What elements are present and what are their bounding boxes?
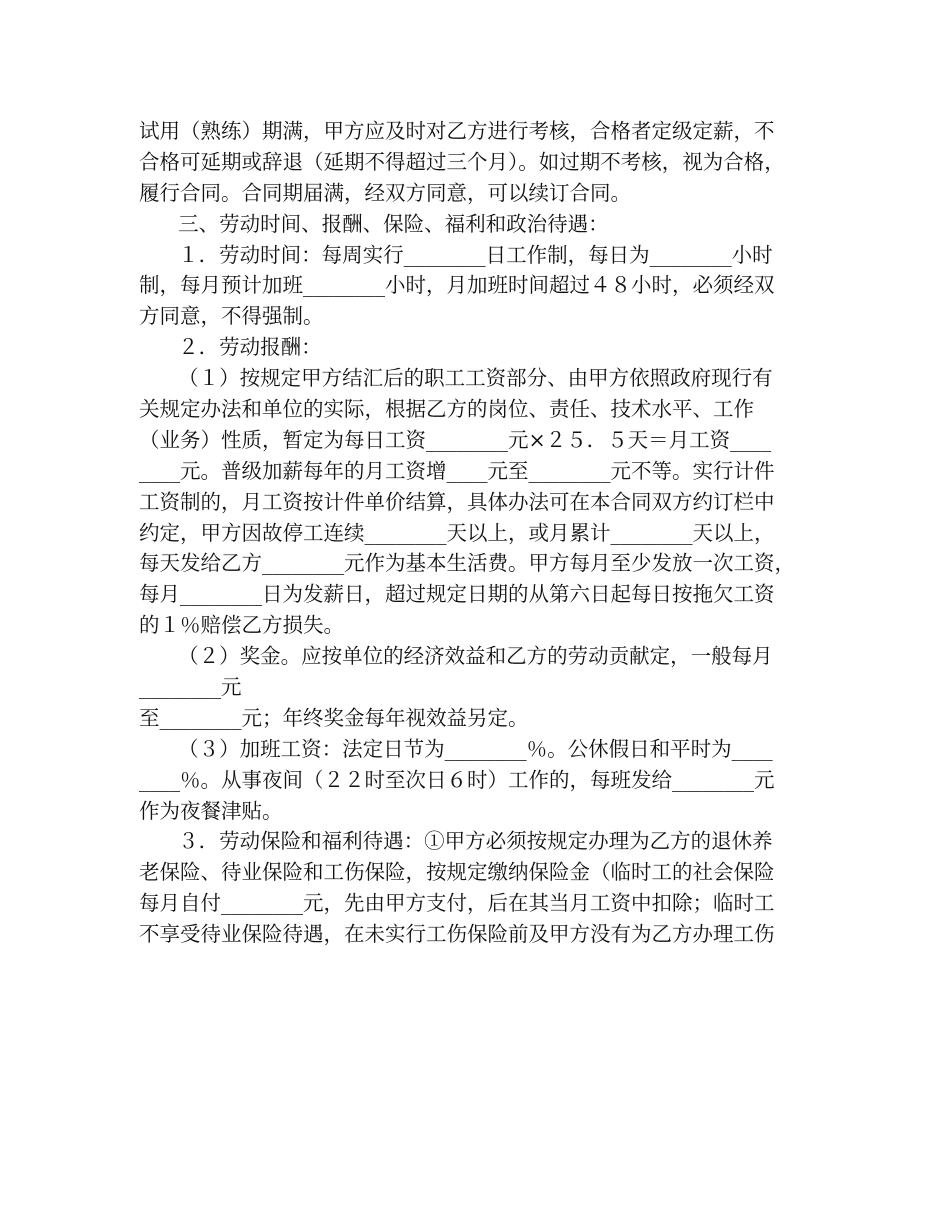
paragraph-line: ３．劳动保险和福利待遇：①甲方必须按规定办理为乙方的退休养 [139, 829, 773, 854]
paragraph-line: 方同意，不得强制。 [139, 304, 324, 329]
paragraph-line: ________元 [139, 675, 242, 700]
paragraph-line: １．劳动时间：每周实行________日工作制，每日为________小时 [139, 242, 773, 267]
paragraph-line: 制，每月预计加班________小时，月加班时间超过４８小时，必须经双 [139, 273, 775, 298]
paragraph-line: （１）按规定甲方结汇后的职工工资部分、由甲方依照政府现行有 [139, 366, 773, 391]
subsection-heading: ２．劳动报酬： [139, 335, 322, 360]
paragraph-line: 不享受待业保险待遇，在未实行工伤保险前及甲方没有为乙方办理工伤 [139, 922, 775, 947]
paragraph-line: 老保险、待业保险和工伤保险，按规定缴纳保险金（临时工的社会保险 [139, 860, 775, 885]
paragraph-line: ____％。从事夜间（２２时至次日６时）工作的，每班发给________元 [139, 767, 775, 792]
paragraph-line: ____元。普级加薪每年的月工资增____元至________元不等。实行计件 [139, 458, 775, 483]
paragraph-line: 至________元；年终奖金每年视效益另定。 [139, 705, 529, 730]
paragraph-line: 每月自付________元，先由甲方支付，后在其当月工资中扣除；临时工 [139, 891, 775, 916]
paragraph-line: 关规定办法和单位的实际，根据乙方的岗位、责任、技术水平、工作 [139, 397, 754, 422]
paragraph-line: （业务）性质，暂定为每日工资________元×２５．５天＝月工资____ [139, 427, 772, 452]
paragraph-line: （３）加班工资：法定日节为________％。公休假日和平时为____ [139, 736, 773, 761]
paragraph-line: 的１％赔偿乙方损失。 [139, 613, 344, 638]
paragraph-line: 每月________日为发薪日，超过规定日期的从第六日起每日按拖欠工资 [139, 582, 775, 607]
document-body [139, 116, 829, 950]
paragraph-line: 合格可延期或辞退（延期不得超过三个月）。如过期不考核，视为合格， [139, 149, 785, 174]
paragraph-line: （２）奖金。应按单位的经济效益和乙方的劳动贡献定，一般每月 [139, 644, 773, 669]
section-heading: 三、劳动时间、报酬、保险、福利和政治待遇： [139, 211, 609, 236]
paragraph-line: 每天发给乙方________元作为基本生活费。甲方每月至少发放一次工资， [139, 551, 795, 576]
paragraph-line: 约定，甲方因故停工连续________天以上，或月累计________天以上， [139, 520, 775, 545]
paragraph-line: 作为夜餐津贴。 [139, 798, 283, 823]
paragraph-line: 工资制的，月工资按计件单价结算，具体办法可在本合同双方约订栏中 [139, 489, 775, 514]
paragraph-line: 试用（熟练）期满，甲方应及时对乙方进行考核，合格者定级定薪，不 [139, 119, 775, 143]
paragraph-line: 履行合同。合同期届满，经双方同意，可以续订合同。 [139, 180, 631, 205]
